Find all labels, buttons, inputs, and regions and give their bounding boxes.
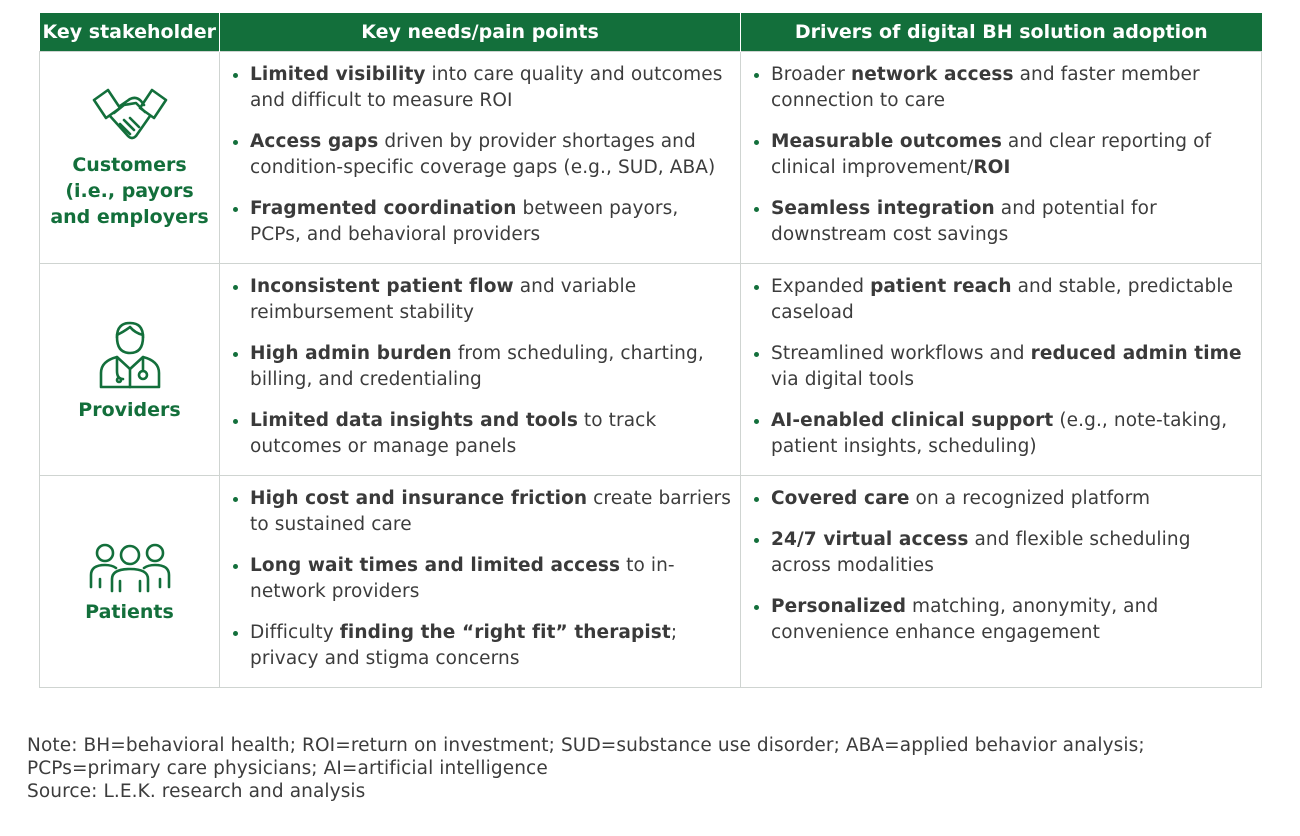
drivers-list [741,476,1261,646]
stakeholder-label-line: Customers [72,153,187,176]
bullet-text: and clear reporting of clinical improvement/ [771,131,1212,178]
bullet-text: and faster member connection to care [771,64,1200,111]
bullet-item [220,486,740,538]
bullet-text: Broader [771,64,851,85]
bullet-item [220,553,740,605]
bullet-item [220,196,740,248]
bullet-text: to track outcomes or manage panels [250,410,657,457]
header-drivers: Drivers of digital BH solution adoption [741,13,1262,52]
stakeholder-label-line: (i.e., payors [65,179,194,202]
bullet-bold-text: High admin burden [250,343,452,364]
stakeholder-cell [40,264,220,476]
bullet-bold-text: Access gaps [250,131,379,152]
bullet-item [220,620,740,672]
bullet-text: Expanded [771,276,871,297]
bullet-bold-text: ROI [973,157,1011,178]
stakeholder-cell [40,476,220,688]
table-row-customers [40,52,1262,264]
bullet-text: create barriers to sustained care [250,488,731,535]
needs-list [220,264,740,460]
bullet-bold-text: Fragmented coordination [250,198,517,219]
drivers-list [741,52,1261,248]
bullet-bold-text: network access [850,64,1014,85]
bullet-text: and flexible scheduling across modalities [771,529,1191,576]
table-row-patients [40,476,1262,688]
stakeholder-cell [40,52,220,264]
drivers-cell [741,52,1262,264]
needs-cell [220,476,741,688]
bullet-text: to in-network providers [250,555,675,602]
bullet-bold-text: Seamless integration [771,198,995,219]
people-group-icon [88,539,172,593]
bullet-text: and potential for downstream cost savings [771,198,1157,245]
bullet-item [220,341,740,393]
footnote-line: PCPs=primary care physicians; AI=artificial intelligence [27,758,548,779]
drivers-cell [741,264,1262,476]
footnote-line: Note: BH=behavioral health; ROI=return on investment; SUD=substance use disorder; ABA=applied behavior analysis; [27,735,1145,756]
bullet-item [741,129,1261,181]
doctor-icon [97,317,163,391]
stakeholder-label-line: Patients [85,600,174,623]
bullet-text: via digital tools [771,369,915,390]
bullet-item [741,274,1261,326]
bullet-item [741,62,1261,114]
bullet-item [741,594,1261,646]
bullet-text: ; privacy and stigma concerns [250,622,678,669]
bullet-text: and stable, predictable caseload [771,276,1234,323]
bullet-item [220,274,740,326]
bullet-bold-text: Covered care [771,488,910,509]
needs-list [220,476,740,672]
stakeholder-label-line: and employers [50,205,209,228]
bullet-bold-text: finding the “right fit” therapist [339,622,671,643]
needs-cell [220,264,741,476]
bullet-item [220,62,740,114]
bullet-item [741,486,1261,512]
bullet-bold-text: AI-enabled clinical support [771,410,1054,431]
bullet-item [220,129,740,181]
stakeholder-table [39,13,1262,688]
footnote [27,734,1145,803]
bullet-text: matching, anonymity, and convenience enhance engagement [771,596,1159,643]
drivers-list [741,264,1261,460]
bullet-bold-text: reduced admin time [1030,343,1242,364]
bullet-text: on a recognized platform [909,488,1151,509]
table-row-providers [40,264,1262,476]
bullet-bold-text: Measurable outcomes [771,131,1002,152]
bullet-item [741,408,1261,460]
handshake-icon [90,86,170,146]
bullet-text: from scheduling, charting, billing, and credentialing [250,343,704,390]
bullet-text: and variable reimbursement stability [250,276,637,323]
bullet-item [741,196,1261,248]
table-header-row [40,13,1262,52]
bullet-text: Difficulty [250,622,340,643]
needs-cell [220,52,741,264]
needs-list [220,52,740,248]
bullet-bold-text: Long wait times and limited access [250,555,621,576]
bullet-text: into care quality and outcomes and difficult to measure ROI [250,64,723,111]
bullet-bold-text: High cost and insurance friction [250,488,588,509]
stakeholder-label-line: Providers [78,398,181,421]
bullet-item [220,408,740,460]
bullet-bold-text: 24/7 virtual access [771,529,969,550]
bullet-bold-text: patient reach [870,276,1012,297]
bullet-text: (e.g., note-taking, patient insights, scheduling) [771,410,1228,457]
header-key-needs: Key needs/pain points [220,13,741,52]
bullet-bold-text: Inconsistent patient flow [250,276,514,297]
bullet-bold-text: Personalized [771,596,907,617]
bullet-bold-text: Limited visibility [250,64,426,85]
drivers-cell [741,476,1262,688]
bullet-text: Streamlined workflows and [771,343,1031,364]
bullet-text: driven by provider shortages and condition-specific coverage gaps (e.g., SUD, ABA) [250,131,716,178]
bullet-text: between payors, PCPs, and behavioral providers [250,198,679,245]
bullet-bold-text: Limited data insights and tools [250,410,578,431]
footnote-line: Source: L.E.K. research and analysis [27,781,366,802]
bullet-item [741,527,1261,579]
header-key-stakeholder: Key stakeholder [40,13,220,52]
bullet-item [741,341,1261,393]
